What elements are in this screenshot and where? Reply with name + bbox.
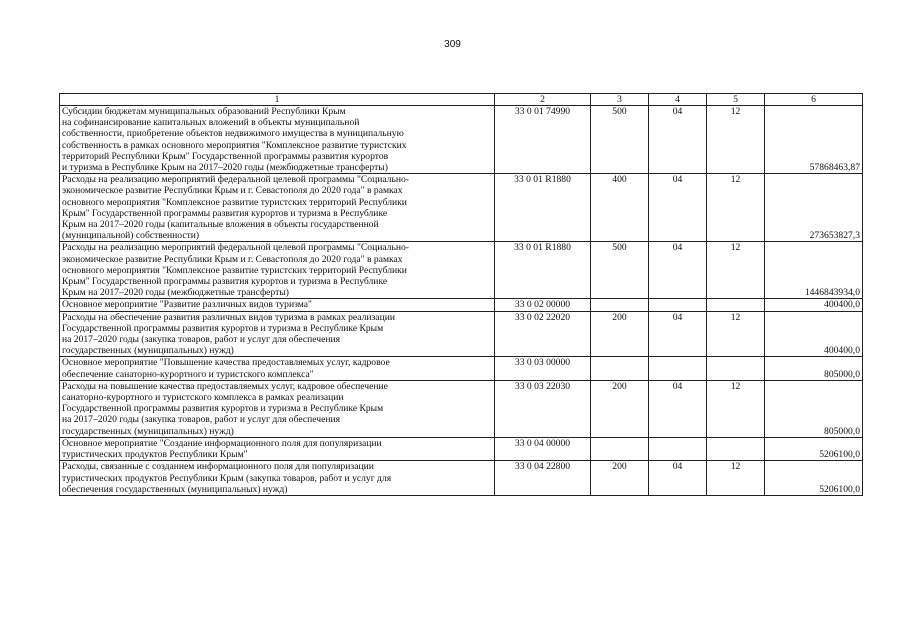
row-subsection: 12 xyxy=(707,311,765,357)
column-header-1: 1 xyxy=(60,94,495,106)
row-expense-type: 200 xyxy=(591,380,649,437)
row-section xyxy=(649,437,707,460)
row-subsection xyxy=(707,299,765,311)
row-expense-type: 500 xyxy=(591,106,649,174)
row-description: Субсидии бюджетам муниципальных образований Республики Крым на софинансирование капитальных вложений в объекты муниципальной собственности, приобретение объектов недвижимого имущества в муниципальную собственность в рамках основного мероприятия "Комплексное развитие туристских территорий Республики Крым" Государственной программы развития курортов и туризма в Республике Крым на 2017–2020 годы (межбюджетные трансферты) xyxy=(60,106,495,174)
table-row xyxy=(60,106,863,174)
row-section: 04 xyxy=(649,311,707,357)
row-target-code: 33 0 04 22800 xyxy=(495,461,591,496)
row-expense-type: 200 xyxy=(591,461,649,496)
row-description: Расходы на реализацию мероприятий федеральной целевой программы "Социально- экономическое развитие Республики Крым и г. Севастополя до 2020 года" в рамках основного мероприятия "Комплексное развитие туристских территорий Республики Крым" Государственной программы развития курортов и туризма в Республике Крым на 2017–2020 годы (капитальные вложения в объекты государственной (муниципальной) собственности) xyxy=(60,174,495,242)
budget-table xyxy=(59,93,863,496)
row-description: Расходы на повышение качества предоставляемых услуг, кадровое обеспечение санаторно-курортного и туристского комплекса в рамках реализации Государственной программы развития курортов и туризма в Республике Крым на 2017–2020 годы (закупка товаров, работ и услуг для обеспечения государственных (муниципальных) нужд) xyxy=(60,380,495,437)
page-number: 309 xyxy=(444,39,461,50)
row-expense-type xyxy=(591,437,649,460)
row-target-code: 33 0 04 00000 xyxy=(495,437,591,460)
column-header-5: 5 xyxy=(707,94,765,106)
row-section: 04 xyxy=(649,380,707,437)
row-target-code: 33 0 01 74990 xyxy=(495,106,591,174)
row-amount: 1446843934,0 xyxy=(765,242,863,299)
row-description: Основное мероприятие "Создание информационного поля для популяризации туристических продуктов Республики Крым" xyxy=(60,437,495,460)
row-amount: 805000,0 xyxy=(765,380,863,437)
row-expense-type xyxy=(591,299,649,311)
row-description: Расходы на реализацию мероприятий федеральной целевой программы "Социально- экономическое развитие Республики Крым и г. Севастополя до 2020 года" в рамках основного мероприятия "Комплексное развитие туристских территорий Республики Крым" Государственной программы развития курортов и туризма в Республике Крым на 2017–2020 годы (межбюджетные трансферты) xyxy=(60,242,495,299)
row-amount: 400400,0 xyxy=(765,299,863,311)
row-expense-type xyxy=(591,357,649,380)
row-amount: 57868463,87 xyxy=(765,106,863,174)
row-section: 04 xyxy=(649,461,707,496)
row-target-code: 33 0 03 00000 xyxy=(495,357,591,380)
row-description: Расходы на обеспечение развития различных видов туризма в рамках реализации Государственной программы развития курортов и туризма в Республике Крым на 2017–2020 годы (закупка товаров, работ и услуг для обеспечения государственных (муниципальных) нужд) xyxy=(60,311,495,357)
row-target-code: 33 0 02 00000 xyxy=(495,299,591,311)
row-subsection: 12 xyxy=(707,461,765,496)
column-header-2: 2 xyxy=(495,94,591,106)
row-description: Расходы, связанные с созданием информационного поля для популяризации туристических продуктов Республики Крым (закупка товаров, работ и услуг для обеспечения государственных (муниципальных) нужд) xyxy=(60,461,495,496)
row-section: 04 xyxy=(649,242,707,299)
table-row xyxy=(60,311,863,357)
row-section: 04 xyxy=(649,106,707,174)
row-amount: 400400,0 xyxy=(765,311,863,357)
column-header-6: 6 xyxy=(765,94,863,106)
row-description: Основное мероприятие "Развитие различных видов туризма" xyxy=(60,299,495,311)
row-target-code: 33 0 02 22020 xyxy=(495,311,591,357)
row-subsection xyxy=(707,357,765,380)
row-expense-type: 400 xyxy=(591,174,649,242)
row-subsection xyxy=(707,437,765,460)
table-row xyxy=(60,242,863,299)
row-subsection: 12 xyxy=(707,106,765,174)
row-amount: 5206100,0 xyxy=(765,461,863,496)
table-row xyxy=(60,174,863,242)
header-row xyxy=(60,94,863,106)
row-description: Основное мероприятие "Повышение качества предоставляемых услуг, кадровое обеспечение санаторно-курортного и туристского комплекса" xyxy=(60,357,495,380)
table-row xyxy=(60,437,863,460)
row-target-code: 33 0 01 R1880 xyxy=(495,242,591,299)
column-header-3: 3 xyxy=(591,94,649,106)
table-row xyxy=(60,299,863,311)
row-section xyxy=(649,299,707,311)
row-target-code: 33 0 01 R1880 xyxy=(495,174,591,242)
row-target-code: 33 0 03 22030 xyxy=(495,380,591,437)
row-expense-type: 200 xyxy=(591,311,649,357)
row-section xyxy=(649,357,707,380)
table-row xyxy=(60,461,863,496)
row-subsection: 12 xyxy=(707,380,765,437)
row-expense-type: 500 xyxy=(591,242,649,299)
column-header-4: 4 xyxy=(649,94,707,106)
row-amount: 5206100,0 xyxy=(765,437,863,460)
row-subsection: 12 xyxy=(707,242,765,299)
row-subsection: 12 xyxy=(707,174,765,242)
table-row xyxy=(60,357,863,380)
table-row xyxy=(60,380,863,437)
row-amount: 805000,0 xyxy=(765,357,863,380)
row-section: 04 xyxy=(649,174,707,242)
row-amount: 273653827,3 xyxy=(765,174,863,242)
